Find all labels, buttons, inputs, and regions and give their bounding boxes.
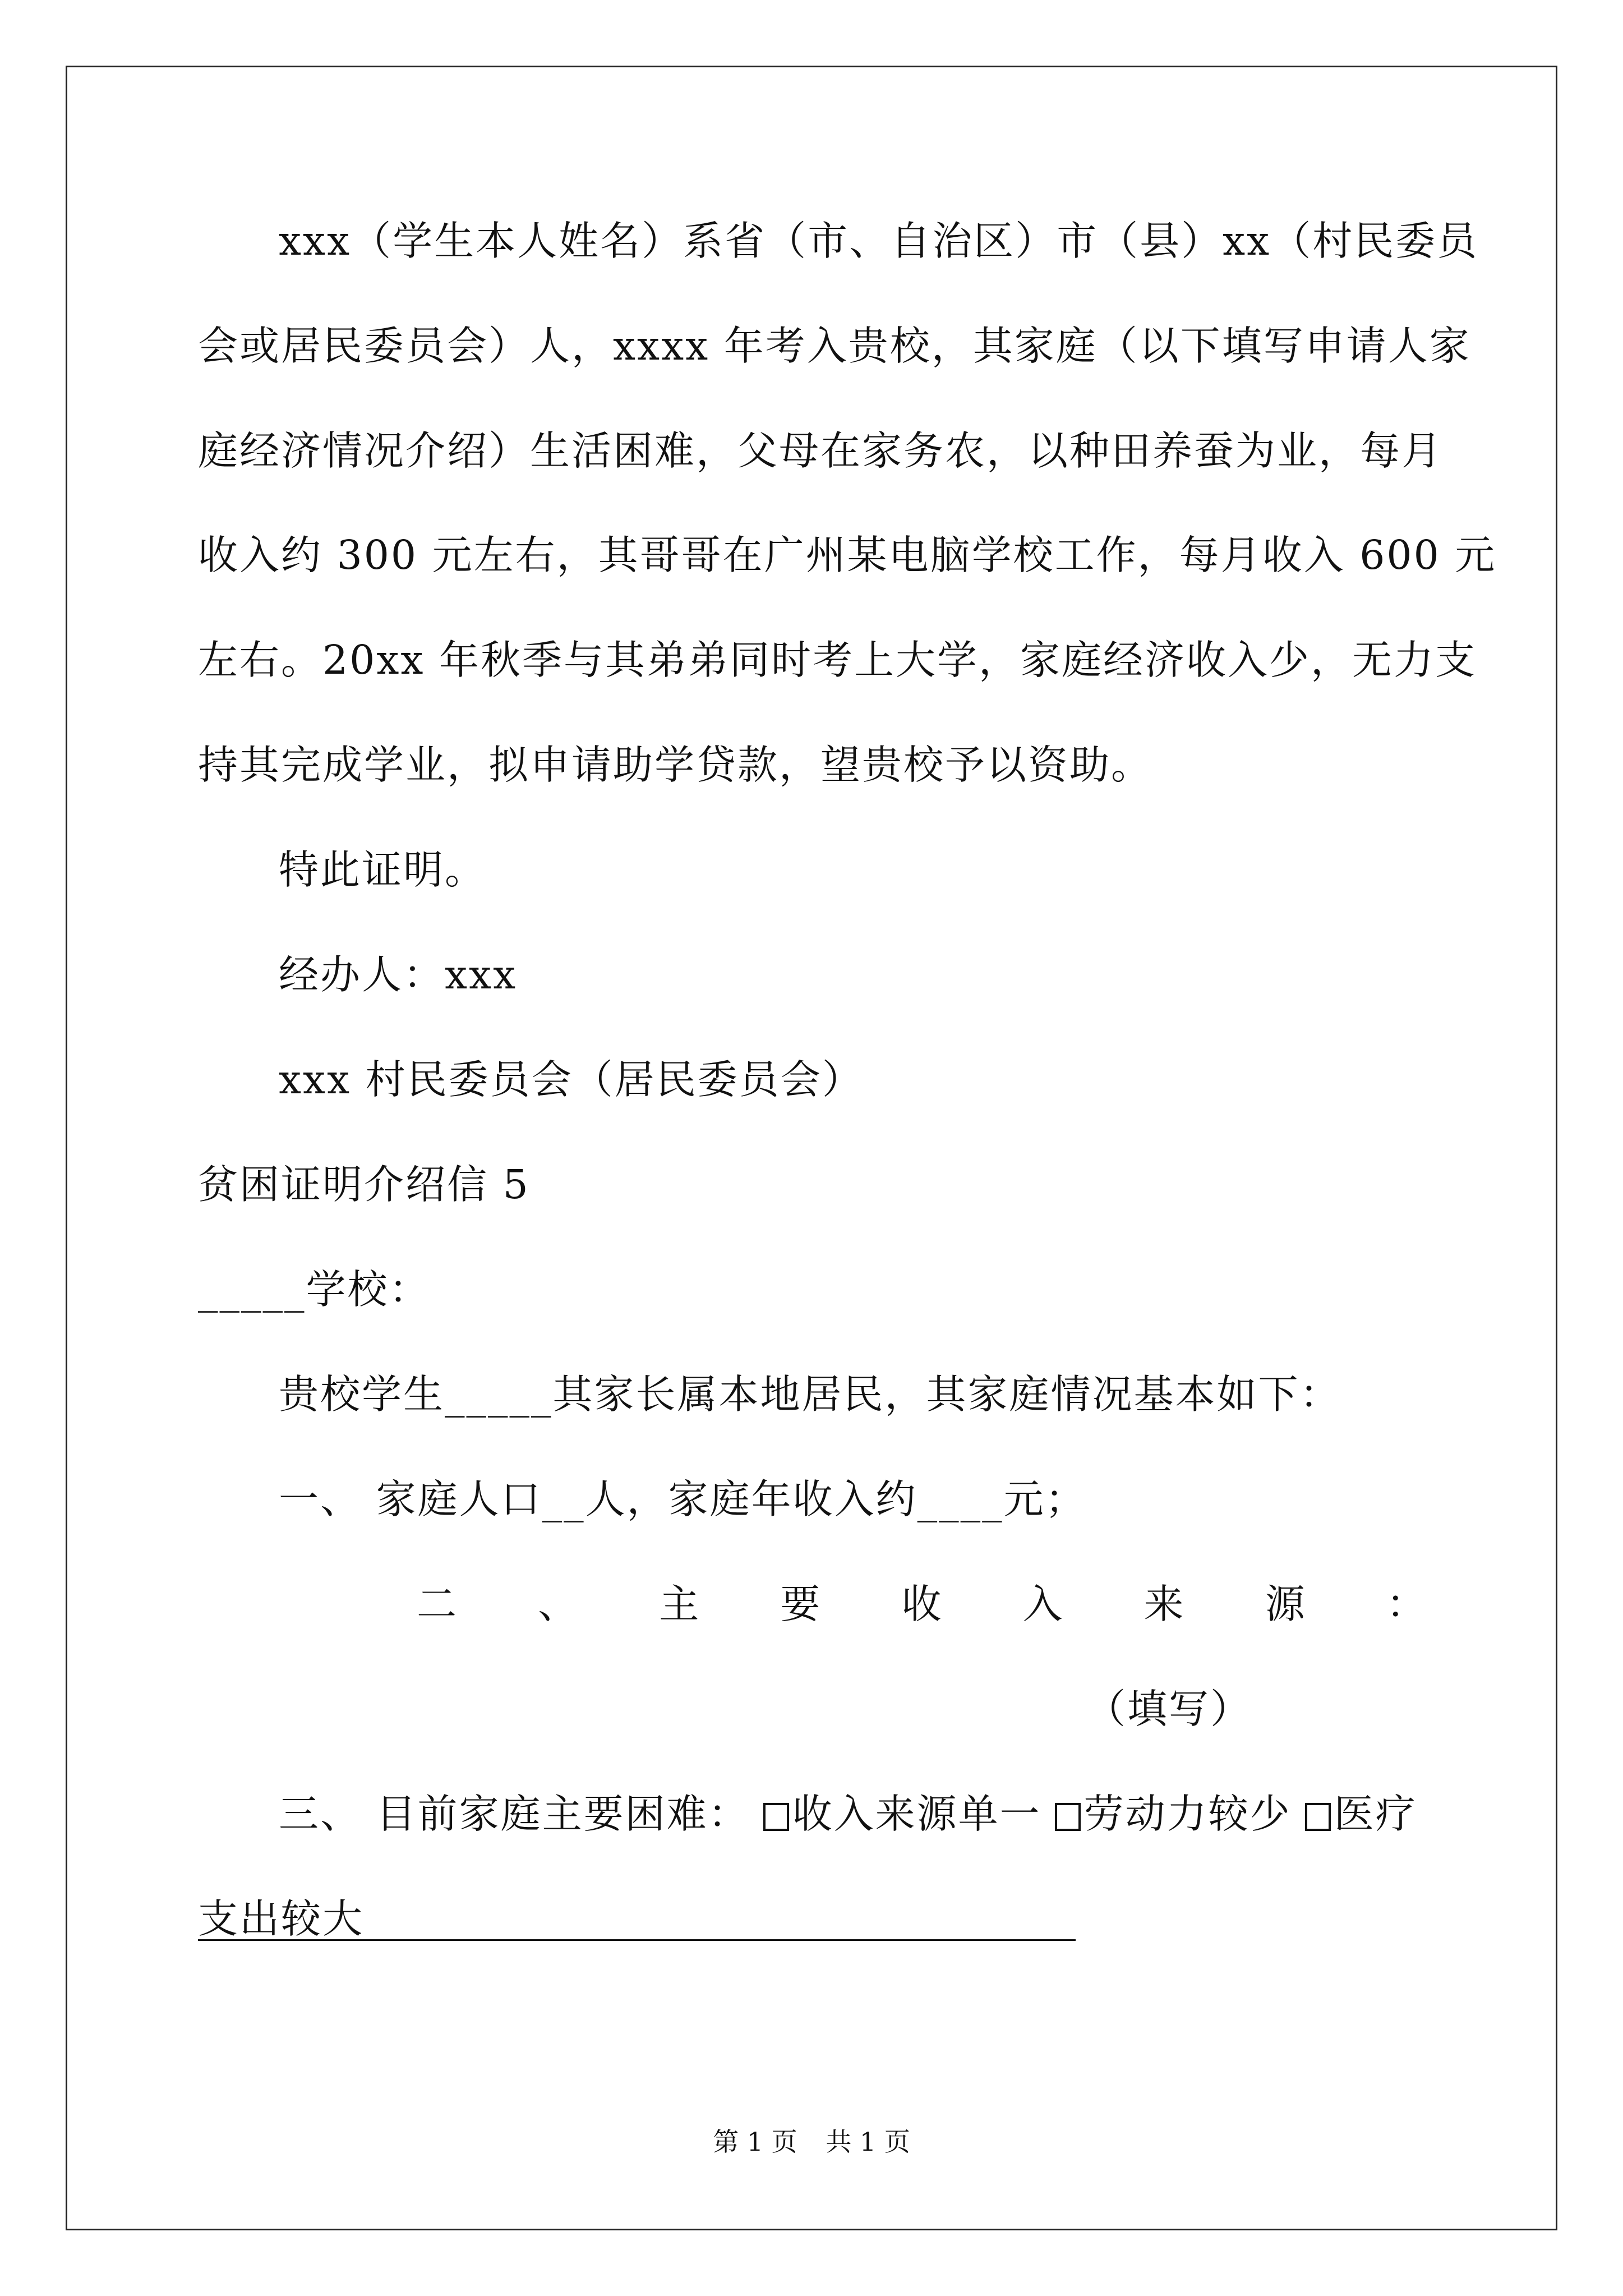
item-2-char: 、 [538, 1581, 578, 1627]
paragraph-line: 庭经济情况介绍）生活困难，父母在家务农，以种田养蚕为业，每月 [198, 427, 1444, 474]
item-2-fill-label: （填写） [1086, 1686, 1252, 1732]
paragraph-line: 左右。20xx 年秋季与其弟弟同时考上大学，家庭经济收入少，无力支 [198, 637, 1477, 683]
item-2-char: 源 [1265, 1581, 1305, 1627]
page-footer [0, 2125, 1623, 2159]
salutation: _____学校： [198, 1266, 431, 1313]
item-2-char: 要 [780, 1581, 820, 1627]
option-label: 医疗 [1334, 1791, 1417, 1837]
paragraph-line: xxx（学生本人姓名）系省（市、自治区）市（县）xx（村民委员 [279, 218, 1479, 264]
checkbox-icon[interactable] [763, 1803, 789, 1831]
handler-line: 经办人：xxx [279, 951, 518, 998]
item-3-label: 三、 目前家庭主要困难： [279, 1791, 750, 1837]
checkbox-icon[interactable] [1305, 1803, 1331, 1831]
item-2-char: 收 [901, 1581, 942, 1627]
option-label: 收入来源单一 [792, 1791, 1041, 1837]
certify-line: 特此证明。 [279, 846, 487, 893]
checkbox-icon[interactable] [1055, 1803, 1081, 1831]
item-2-char: 主 [659, 1581, 699, 1627]
item-3 [279, 1786, 1417, 1842]
item-2-char: 入 [1022, 1581, 1063, 1627]
option-label: 劳动力较少 [1083, 1791, 1292, 1837]
item-2-char: ： [1386, 1581, 1426, 1627]
item-2-heading [198, 1576, 1426, 1632]
page-number: 第 1 页 [713, 2127, 797, 2157]
item-2-char: 二 [417, 1581, 457, 1627]
section-title: 贫困证明介绍信 5 [198, 1161, 530, 1208]
item-2-char: 来 [1144, 1581, 1184, 1627]
page-total: 共 1 页 [826, 2127, 910, 2157]
committee-line: xxx 村民委员会（居民委员会） [279, 1056, 864, 1103]
paragraph-line: 会或居民委员会）人，xxxx 年考入贵校，其家庭（以下填写申请人家 [198, 323, 1471, 369]
paragraph-line: 收入约 300 元左右，其哥哥在广州某电脑学校工作，每月收入 600 元 [198, 532, 1497, 578]
item-3-continuation: 支出较大 [198, 1895, 365, 1942]
paragraph-line: 持其完成学业，拟申请助学贷款，望贵校予以资助。 [198, 742, 1153, 788]
item-1: 一、 家庭人口__人，家庭年收入约____元； [279, 1476, 1087, 1522]
intro-line: 贵校学生_____其家长属本地居民，其家庭情况基本如下： [279, 1371, 1341, 1418]
